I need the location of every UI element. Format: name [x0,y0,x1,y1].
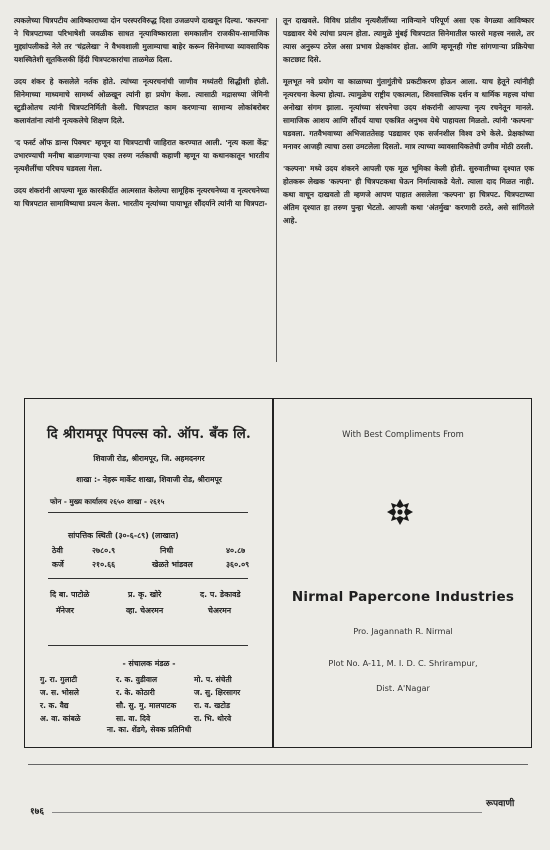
footer-rule [52,812,482,813]
board-member: र. क. वैद्य [40,701,69,710]
article-paragraph: मूलभूत नवे प्रयोग या काळाच्या गुंतागुंतीचे प्रकटीकरण होऊन आला. याच हेतूने त्यांनीही नृत्यरचना केल्या होत्या. त्यामुळेच राष्ट्रीय एकात्मता, शिवसात्त्विक दर्शन व धार्मिक महत्त्व यांचा अनोखा संगम झाला. नृत्यांच्या संरचनेचा उदय शंकरांनी आपल्या नृत्य रचनेतून मानले. सामाजिक आशय आणि सौंदर्य याचा एकत्रित अनुभव येथे पाहायला मिळतो. त्यांनी 'कल्पना' घडवला. गतवैभवाच्या अभिजाततेसह पडद्यावर एक सर्जनशील विश्व उभे केले. प्रेक्षकांच्या मनावर आजही त्याचा ठसा उमटलेला दिसतो. मात्र त्याच्या व्यावसायिकतेची उणीव मोठी ठरली. [283,77,534,151]
board-member: र. क. वुडीवाल [116,675,158,684]
financial-value: ४०.८७ [226,546,246,555]
nirmal-advertisement [276,402,530,742]
bank-name: दि श्रीरामपूर पिपल्स को. ऑप. बँक लि. [46,426,252,442]
article-paragraph: 'कल्पना' मध्ये उदय शंकरने आपली एक मूळ भूमिका केली होती. सुरुवातीच्या दृश्यात एक होतकरू लेखक 'कल्पना' ही चित्रपटकथा घेऊन निर्मात्याकडे येतो. त्याला दाद मिळत नाही. कथा वाचून दाखवतो ती म्हणजे आपण पाहात असलेला 'कल्पना' हा चित्रपट. चित्रपटाच्या अंतिम दृश्यात हा तरुण पुन्हा भेटतो. आपली कथा 'अंतर्मुख' करणारी ठरते, असे सांगितले आहे. [283,164,534,225]
board-member: र. के. कोठारी [116,688,155,697]
article-right-column [283,14,534,236]
officer-role: मॅनेजर [56,606,74,615]
compliments-text: With Best Compliments From [342,429,464,439]
financial-status-title: सांपत्तिक स्थिती (३०-६-८९) (लाखात) [68,531,179,540]
board-member: ज. सु. क्षिरसागर [194,688,241,697]
financial-label: ठेवी [52,546,63,555]
financial-value: २१०.६६ [92,560,116,569]
board-member: सौ. सु. मु. मालपाटक [116,701,177,710]
board-member: ज. स. भोसले [40,688,79,697]
separator-line [48,645,248,646]
board-member: गु. रा. गुलाटी [40,675,78,684]
officer-name: प्र. कृ. खोरे [128,590,162,599]
bank-branch: शाखा :- नेहरू मार्केट शाखा, शिवाजी रोड, श्रीरामपूर [76,475,222,484]
bank-address: शिवाजी रोड, श्रीरामपूर, जि. अहमदनगर [93,454,205,463]
officer-role: व्हा. चेअरमन [126,606,164,615]
staff-representative: ना. का. शेंडगे, सेवक प्रतिनिधी [106,725,192,734]
officer-name: दि बा. पाटोळे [50,590,90,599]
separator-line [48,512,248,513]
proprietor-name: Pro. Jagannath R. Nirmal [353,626,453,636]
board-title: - संचालक मंडळ - [122,659,176,668]
bank-advertisement [30,402,268,742]
separator-line [48,578,248,579]
board-member: अ. वा. कांबळे [40,714,81,723]
article-paragraph: तून दाखवले. विविध प्रांतीय नृत्यशैलींच्या नाविन्याने परिपूर्ण असा एक वेगळ्या आविष्कार पडद्यावर येथे त्यांचा प्रयत्न होता. त्यामुळे मुंबई चित्रपटात सिनेमातील फारसे महत्त्व नसले, तर त्यास अनुरूप ठरेल असा प्रभाव प्रेक्षकांवर होता. आणि म्हणूनही गोष्ट सांगणाऱ्या प्रक्रियेचा काटछाट दिसे. [283,16,534,64]
officer-role: चेअरमन [208,606,232,615]
advertisement-divider [272,398,274,748]
board-member: मो. प. संचेती [194,675,232,684]
article-section [14,14,534,364]
company-address: Plot No. A-11, M. I. D. C. Shrirampur, [328,658,478,668]
company-district: Dist. A'Nagar [376,683,430,693]
magazine-name: रूपवाणी [486,799,515,809]
footer-rule [28,764,528,765]
article-paragraph: उदय शंकरांनी आपल्या मूळ कारकीर्दीत आत्मसात केलेल्या सामूहिक नृत्यरचनेच्या व नृत्यरचनेच्या या चित्रपटात सामाविष्याचा प्रयत्न केला. भारतीय नृत्यांच्या पायाभूत सौंदर्याने त्यांनी या चित्रपटा- [14,186,269,208]
board-member: रा. भि. थोरवे [194,714,232,723]
board-member: रा. व. खटोड [194,701,230,710]
nirmal-logo-icon [385,497,415,527]
financial-label: कर्जे [52,560,64,569]
company-name: Nirmal Papercone Industries [291,589,515,605]
financial-value: ३६०.०९ [226,560,250,569]
financial-label: निधी [160,546,174,555]
article-paragraph: 'द फर्स्ट ऑफ डान्स पिक्चर' म्हणून या चित्रपटाची जाहिरात करण्यात आली. 'नृत्य कला केंद्र' उभारण्याची मनीषा बाळगणाऱ्या एका तरुण नर्तकाची कहाणी म्हणून या कथानकातून भारतीय नृत्यशैलींचा परिचय घडवला गेला. [14,138,269,173]
board-member: सा. वा. दिवे [116,714,151,723]
officer-name: द. प. डेकावडे [200,590,241,599]
column-divider [276,18,277,362]
financial-label: खेळते भांडवल [152,560,193,569]
bank-phone: फोन - मुख्य कार्यालय २६५० शाखा - २६१५ [50,497,165,506]
financial-value: २७८०.९ [92,546,116,555]
article-paragraph: त्यकलेच्या चित्रपटीय आविष्काराच्या दोन परस्परविरुद्ध दिशा उजळपणे दाखवून दिल्या. 'कल्पना' ने चित्रपटाच्या परिभाषेशी जवळीक साधत नृत्याविष्काराला समकालीन राजकीय-सामाजिक मुद्द्यांपलीकडे नेले तर 'चंद्रलेखा' ने वैभवशाली मुलाम्याचा बाहेर करून सिनेमाच्या व्यावसायिक यशस्वितेशी सूतकिलकी हिंदी चित्रपटकारांचा ताळमेळ दिला. [14,16,269,64]
article-paragraph: उदय शंकर हे कसलेले नर्तक होते. त्यांच्या नृत्यरचनांची जाणीव मध्यंतरी सिद्धीशी होती. सिनेमाच्या माध्यमाचे सामर्थ्य ओळखून त्यांनी हा प्रयोग केला. त्यासाठी मद्रासच्या जेमिनी स्टुडीओतच त्यांनी चित्रपटनिर्मिती केली. चित्रपटात काम करणाऱ्या सामान्य लोकांबरोबर कलावंतांना त्यांनी नृत्यकलेचे शिक्षण दिले. [14,77,269,125]
page-number: १७६ [30,807,45,817]
article-left-column [14,14,269,219]
